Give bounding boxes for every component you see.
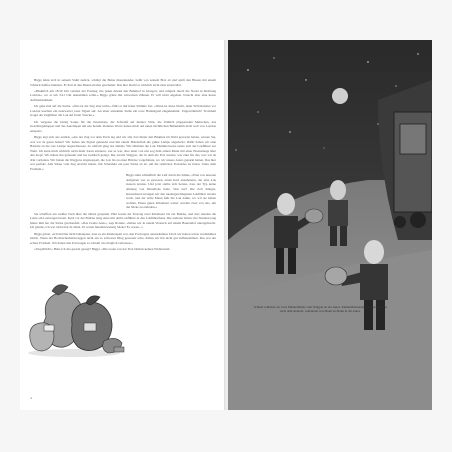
mailbag-vignette-illustration (24, 269, 132, 359)
body-text (30, 78, 216, 253)
paragraph: »Pünktlich um 18.50 Uhr verlässt der Postzug wie jeden Abend den Bahnhof in Glasgow und rumpelt durch die Nacht in Richtung London«, wo er um 3.41 Uhr ankommen sollte.« Biggs grinst mit schwarzen Zähnen. Er will nicht angeben, braucht aber eine kurze Aufmerksamkeit. (30, 88, 216, 102)
right-page (228, 40, 432, 410)
paragraph: Biggs zieht schließlich die Luft durch die Zähne. »Eine von unseren Aufgaben war es gewesen, einen Kerl anzuheuern, der eine Lok steuern konnte. Und jetzt stellte sich heraus, dass der Typ keine Ahnung von Dieselloks hatte. Was tun? Die Zeit drängte. Kurzerhand zwangen wir den niedergeschlagenen Lokführer wieder wach, und der arme Mann fuhr die Lok dahin, wo wir sie haben wollten. Einen guten Kilometer weiter wurden zwei von uns, um die Säcke zu entladen.« (126, 173, 216, 210)
paragraph: Biggs lehnt sich in seinem Stuhl zurück, schlägt die Beine übereinander, beißt von seinem Brot ab und spült den Bissen mit einem Schluck Kaffee hinunter. Er hört in den Dienst-modus geschaltet. Das hier macht er wirklich nicht zum ersten Mal. (30, 78, 216, 87)
left-page (20, 40, 225, 410)
paragraph: Biggs grinst. »Ich möchte nicht behaupten, dass es ein Kinderspiel war, den Postwagen auszuräumen. Doch wir hatten schon verdammtes Glück. Wenn der Hochsicherheitswaggon nicht ein so schweres Ding gewesen wäre, hätten wir ihn nicht gut aufbekommen. Das war ein echtes Problem. Wir haben den Postwagen so schnell wie möglich verlassen.« (30, 231, 216, 245)
illustration-caption: Schnell schieben wir zwei Männerhände vom Waggon an der Autos. Einhandbetreuung: Postsäcke, einer nach dem anderen, wanderten von Mann zu Mann in die Autos. (253, 305, 388, 314)
paragraph: Ich vergesse die hastig Sonne für die Juncktions, die Schweiß auf meiner Stirn, die fröhlich plappernden Menschen, das Geschirrgeklapper und das Autohupen um uns herum. Ronnies Worte haben mich auf einen nächtlichen Bahndamm nicht weit von London entsperrt. (30, 119, 216, 133)
page-number: 4 (30, 396, 32, 400)
paragraph: Biggs legt sich aus zurück. »Als der Zug vor dem Tisch lag und wir alle dort hinter den Bäumen im Wald gewartet haben, wissen Sie, was wir da getan haben? Wir haben das Signal geknackt und mit einem Handschuh die grüne Lampe abgedeckt. Dafür haben wir eine Batterie an die rote Lampe angeschlossen. So einfach ging das damals. Wir stürmten die Lok. Dummerweise setzte sich der Lokführer zur Wehr. Ich kann mich wirklich nicht mehr daran erinnern, wer es war, aber einer von uns zog dem armen Mann mit einer Eisenstange über den Kopf. Wir haben ihn gefesselt und ins Gebüsch gelegt. Der zweite Waggon, der in dem die Post steckte, war eher für das, was wir da drin vorhatten. Wir haben die Waggons abgekoppelt, die Lok bis zu einer Brücke vorgefahren, wo wir unsere Autos geparkt hatten. Das hier war perfekt. Alle Säcke vom Zug erreicht haben, mit Schaufeln ein paar Säcke ab ab, um die restlichen Postsäcke zu holen. Unter dem Problem.« (30, 134, 216, 172)
paragraph: »Vergeltlich!« Habe ich das gerade gesagt? Biggs: »Die Leute von der Post bleiben keinen Widerstand. (34, 246, 171, 251)
paragraph: Ich gehe mal auf die Suche. »Was ist der Zug aber nicht«, fährt er mit leiser Stimme fort. »Wann ist diese Nacht, denn 30 Kilometer vor London leuchtet ein unerwartet rotes Signal auf. An einer einsamen Stelle ein roter Haltesignal eingeklemmt. Ungewöhnlich! Trotzdem stoppt der Zugführer die Lok auf freier Strecke.« (30, 104, 216, 118)
paragraph: Sie schafften ein weißes Tuch über die Ohren gespannt. Hier kostet der Postzug zwei Kilometer bis zur Brücke, und dort standen die Leute am Lastwagen bereit. Kurz vor der Brücke stieg einer mit dem Lokführer in den Lokführerhaus. Die anderen haben vier Stunden lang hinter ihm her die Säcke geschaufelt. »Das zweite Auto«, sagt Ronnie, »haben wir in einem Versteck auf einem Bauernhof untergebracht. Ich glaube, ich war nicht mal da dabei. Es waren hundertzwanzig Säcke! Es waren...« (30, 211, 216, 230)
train-robbery-night-illustration (228, 40, 432, 410)
